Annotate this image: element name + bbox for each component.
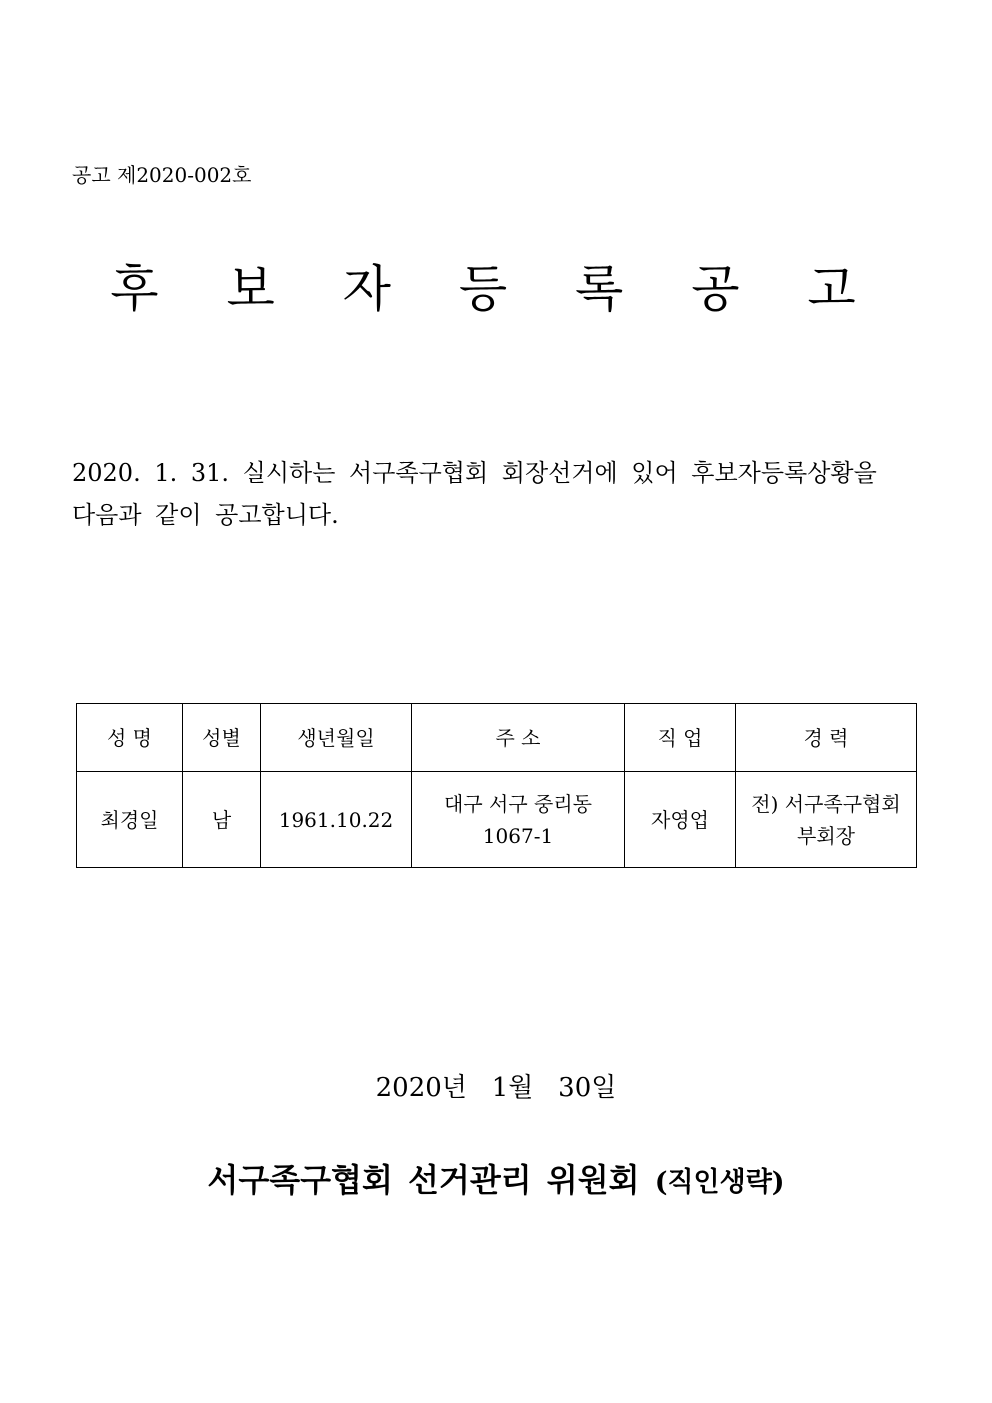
cell-birthdate: 1961.10.22 xyxy=(261,772,412,868)
cell-career xyxy=(736,772,917,868)
header-birthdate: 생년월일 xyxy=(261,704,412,772)
address-line: 1067-1 xyxy=(482,823,554,848)
table-row xyxy=(77,772,917,868)
address-line: 대구 서구 중리동 xyxy=(444,791,592,816)
announcement-date: 2020년 1월 30일 xyxy=(375,1073,617,1103)
cell-address xyxy=(412,772,625,868)
signature-block xyxy=(0,1158,992,1205)
document-title: 후 보 자 등 록 공 고 xyxy=(110,260,882,318)
announcement-body-line: 다음과 같이 공고합니다. xyxy=(72,501,339,529)
cell-name: 최경일 xyxy=(77,772,183,868)
cell-occupation: 자영업 xyxy=(625,772,736,868)
announcement-body xyxy=(72,452,920,536)
cell-gender: 남 xyxy=(183,772,261,868)
header-gender: 성별 xyxy=(183,704,261,772)
committee-name: 서구족구협회 선거관리 위원회 xyxy=(207,1161,640,1199)
notice-number: 공고 제2020-002호 xyxy=(72,163,252,187)
career-line: 전) 서구족구협회 xyxy=(751,791,901,816)
header-career: 경 력 xyxy=(736,704,917,772)
candidate-table xyxy=(76,703,917,868)
seal-omitted-note: (직인생략) xyxy=(654,1167,785,1198)
header-occupation: 직 업 xyxy=(625,704,736,772)
announcement-body-line: 2020. 1. 31. 실시하는 서구족구협회 회장선거에 있어 후보자등록상황을 xyxy=(72,459,877,487)
header-name: 성 명 xyxy=(77,704,183,772)
table-header-row xyxy=(77,704,917,772)
header-address: 주 소 xyxy=(412,704,625,772)
career-line: 부회장 xyxy=(797,823,855,848)
